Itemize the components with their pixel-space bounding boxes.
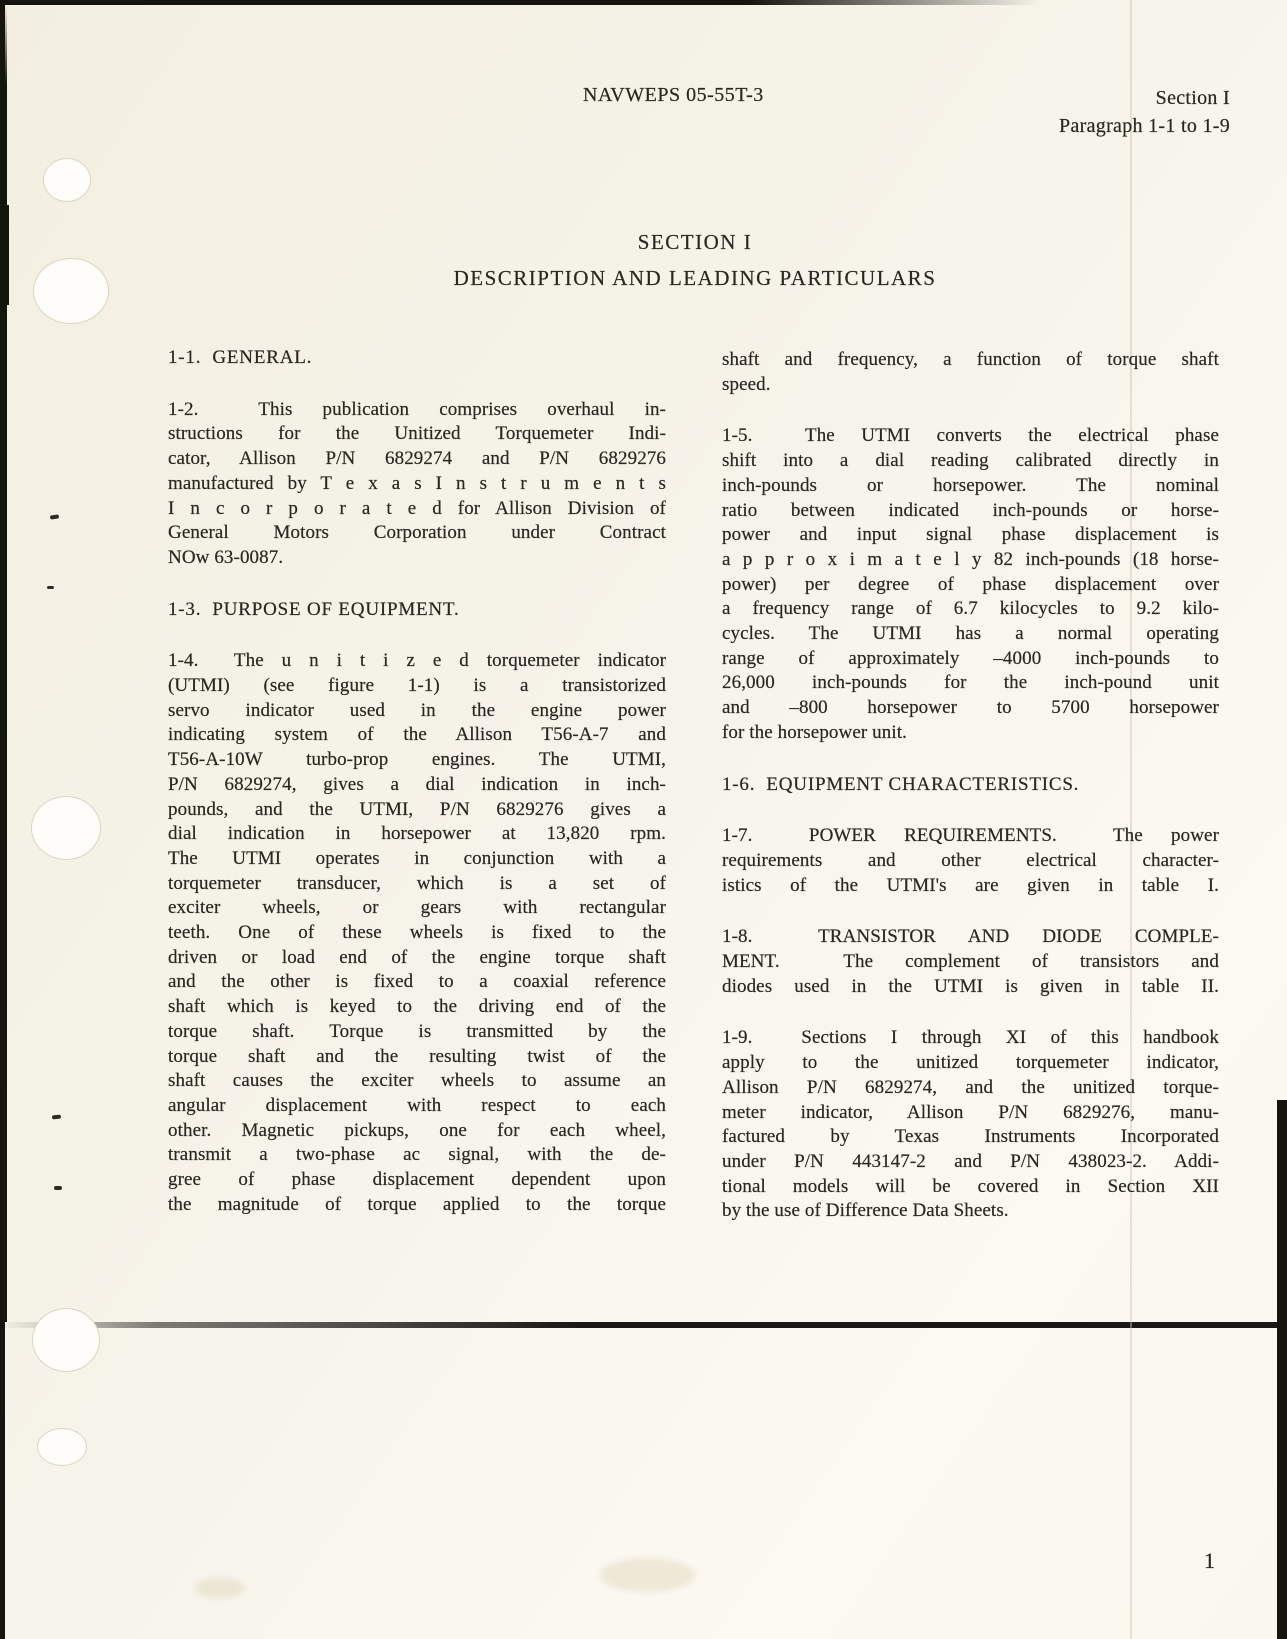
punch-hole: [32, 1308, 100, 1372]
dust-speck: [54, 1186, 62, 1190]
text-line: 1-4. The u n i t i z e d torquemeter indicator: [168, 650, 666, 672]
left-column: [168, 346, 666, 1218]
scan-edge-right-wide: [1277, 1100, 1287, 1639]
dust-speck: [50, 514, 59, 519]
text-line: angular displacement with respect to each: [168, 1094, 666, 1116]
text-line: torque shaft. Torque is transmitted by the: [168, 1020, 666, 1042]
text-line: meter indicator, Allison P/N 6829276, manu-: [722, 1101, 1219, 1123]
text-line: 26,000 inch-pounds for the inch-pound unit: [722, 672, 1219, 694]
text-line: MENT. The complement of transistors and: [722, 951, 1219, 973]
heading-1-3: [168, 598, 666, 623]
text-line: requirements and other electrical character-: [722, 849, 1219, 871]
right-column: [722, 348, 1219, 1224]
text-line: 1-5. The UTMI converts the electrical phase: [722, 425, 1219, 447]
text-line: shaft which is keyed to the driving end of the: [168, 996, 666, 1018]
text-line: cator, Allison P/N 6829274 and P/N 6829276: [168, 448, 666, 470]
punch-hole: [37, 1428, 87, 1466]
text-line: (UTMI) (see figure 1-1) is a transistorized: [168, 675, 666, 697]
scan-edge-left-bump: [0, 865, 7, 975]
scan-smudge: [600, 1558, 695, 1592]
text-line: ratio between indicated inch-pounds or horse-: [722, 499, 1219, 521]
text-line: inch-pounds or horsepower. The nominal: [722, 474, 1219, 496]
text-line: under P/N 443147-2 and P/N 438023-2. Addi-: [722, 1150, 1219, 1172]
paragraph-1-5: [722, 424, 1219, 745]
text-line: P/N 6829274, gives a dial indication in inch-: [168, 773, 666, 795]
text-line: indicating system of the Allison T56-A-7 and: [168, 724, 666, 746]
section-title: SECTION I: [637, 230, 753, 254]
text-line: factured by Texas Instruments Incorporated: [722, 1126, 1219, 1148]
text-line: driven or load end of the engine torque shaft: [168, 946, 666, 968]
text-line: pounds, and the UTMI, P/N 6829276 gives a: [168, 798, 666, 820]
paragraph-reference: Paragraph 1-1 to 1-9: [1059, 115, 1230, 137]
text-line: structions for the Unitized Torquemeter Indi-: [168, 423, 666, 445]
text-line: gree of phase displacement dependent upon: [168, 1169, 666, 1191]
text-line: torque shaft and the resulting twist of the: [168, 1045, 666, 1067]
paragraph-1-2: [168, 398, 666, 571]
text-line: shift into a dial reading calibrated directly in: [722, 450, 1219, 472]
text-line: 1-2. This publication comprises overhaul in-: [168, 398, 666, 420]
paragraph-1-7: [722, 824, 1219, 898]
punch-hole: [33, 258, 109, 324]
text-line: torquemeter transducer, which is a set of: [168, 872, 666, 894]
text-line: tional models will be covered in Section XII: [722, 1175, 1219, 1197]
paragraph-1-4: [168, 649, 666, 1217]
text-line: power and input signal phase displacement is: [722, 524, 1219, 546]
text-line: T56-A-10W turbo-prop engines. The UTMI,: [168, 749, 666, 771]
dust-speck: [52, 1115, 61, 1120]
heading-1-1: [168, 346, 666, 371]
text-line: shaft causes the exciter wheels to assume an: [168, 1070, 666, 1092]
text-line: teeth. One of these wheels is fixed to the: [168, 922, 666, 944]
scan-edge-bottom: [0, 1322, 1287, 1328]
text-line: shaft and frequency, a function of torque shaft: [722, 349, 1219, 370]
text-line: exciter wheels, or gears with rectangular: [168, 897, 666, 919]
text-line: Allison P/N 6829274, and the unitized torque-: [722, 1076, 1219, 1098]
dust-speck: [47, 586, 54, 589]
text-line: servo indicator used in the engine power: [168, 699, 666, 721]
text-line: a frequency range of 6.7 kilocycles to 9.2 kilo-: [722, 598, 1219, 620]
section-subtitle: DESCRIPTION AND LEADING PARTICULARS: [453, 266, 937, 290]
text-line: by the use of Difference Data Sheets.: [722, 1200, 1009, 1222]
text-line: a p p r o x i m a t e l y 82 inch-pounds (18 horse-: [722, 548, 1219, 570]
scan-edge-left-bump: [0, 205, 9, 305]
page-number: 1: [1204, 1548, 1215, 1573]
text-line: NOw 63-0087.: [168, 546, 284, 568]
scan-edge-top: [0, 0, 1040, 5]
text-line: dial indication in horsepower at 13,820 rpm.: [168, 823, 666, 845]
punch-hole: [43, 158, 91, 202]
text-line: istics of the UTMI's are given in table I.: [722, 874, 1219, 896]
section-reference: Section I: [1155, 87, 1230, 109]
scan-smudge: [195, 1578, 245, 1598]
paragraph-1-8: [722, 925, 1219, 999]
text-line: speed.: [722, 373, 771, 395]
text-line: The UTMI operates in conjunction with a: [168, 847, 666, 869]
text-line: 1-3. PURPOSE OF EQUIPMENT.: [168, 598, 460, 620]
text-line: 1-7. POWER REQUIREMENTS. The power: [722, 825, 1219, 847]
heading-1-6: [722, 773, 1219, 798]
text-line: 1-6. EQUIPMENT CHARACTERISTICS.: [722, 773, 1080, 795]
header-right-block: [1059, 84, 1230, 140]
text-line: other. Magnetic pickups, one for each wheel,: [168, 1119, 666, 1141]
text-line: diodes used in the UTMI is given in table II.: [722, 975, 1219, 997]
text-line: cycles. The UTMI has a normal operating: [722, 623, 1219, 645]
text-line: the magnitude of torque applied to the torque: [168, 1193, 666, 1215]
paragraph-1-9: [722, 1026, 1219, 1224]
text-line: I n c o r p o r a t e d for Allison Division of: [168, 497, 666, 519]
text-line: range of approximately –4000 inch-pounds to: [722, 647, 1219, 669]
text-line: 1-1. GENERAL.: [168, 347, 313, 368]
text-line: 1-8. TRANSISTOR AND DIODE COMPLE-: [722, 926, 1219, 948]
text-line: and the other is fixed to a coaxial reference: [168, 971, 666, 993]
paragraph-1-4-continued: [722, 348, 1219, 397]
text-line: 1-9. Sections I through XI of this handbook: [722, 1027, 1219, 1049]
text-line: apply to the unitized torquemeter indicator,: [722, 1052, 1219, 1074]
text-line: and –800 horsepower to 5700 horsepower: [722, 697, 1219, 719]
text-line: power) per degree of phase displacement over: [722, 573, 1219, 595]
text-line: General Motors Corporation under Contract: [168, 522, 666, 544]
text-line: for the horsepower unit.: [722, 721, 907, 743]
text-line: transmit a two-phase ac signal, with the de-: [168, 1144, 666, 1166]
text-line: manufactured by T e x a s I n s t r u m e n t s: [168, 472, 666, 494]
punch-hole: [31, 796, 101, 860]
document-number: NAVWEPS 05-55T-3: [583, 84, 764, 106]
